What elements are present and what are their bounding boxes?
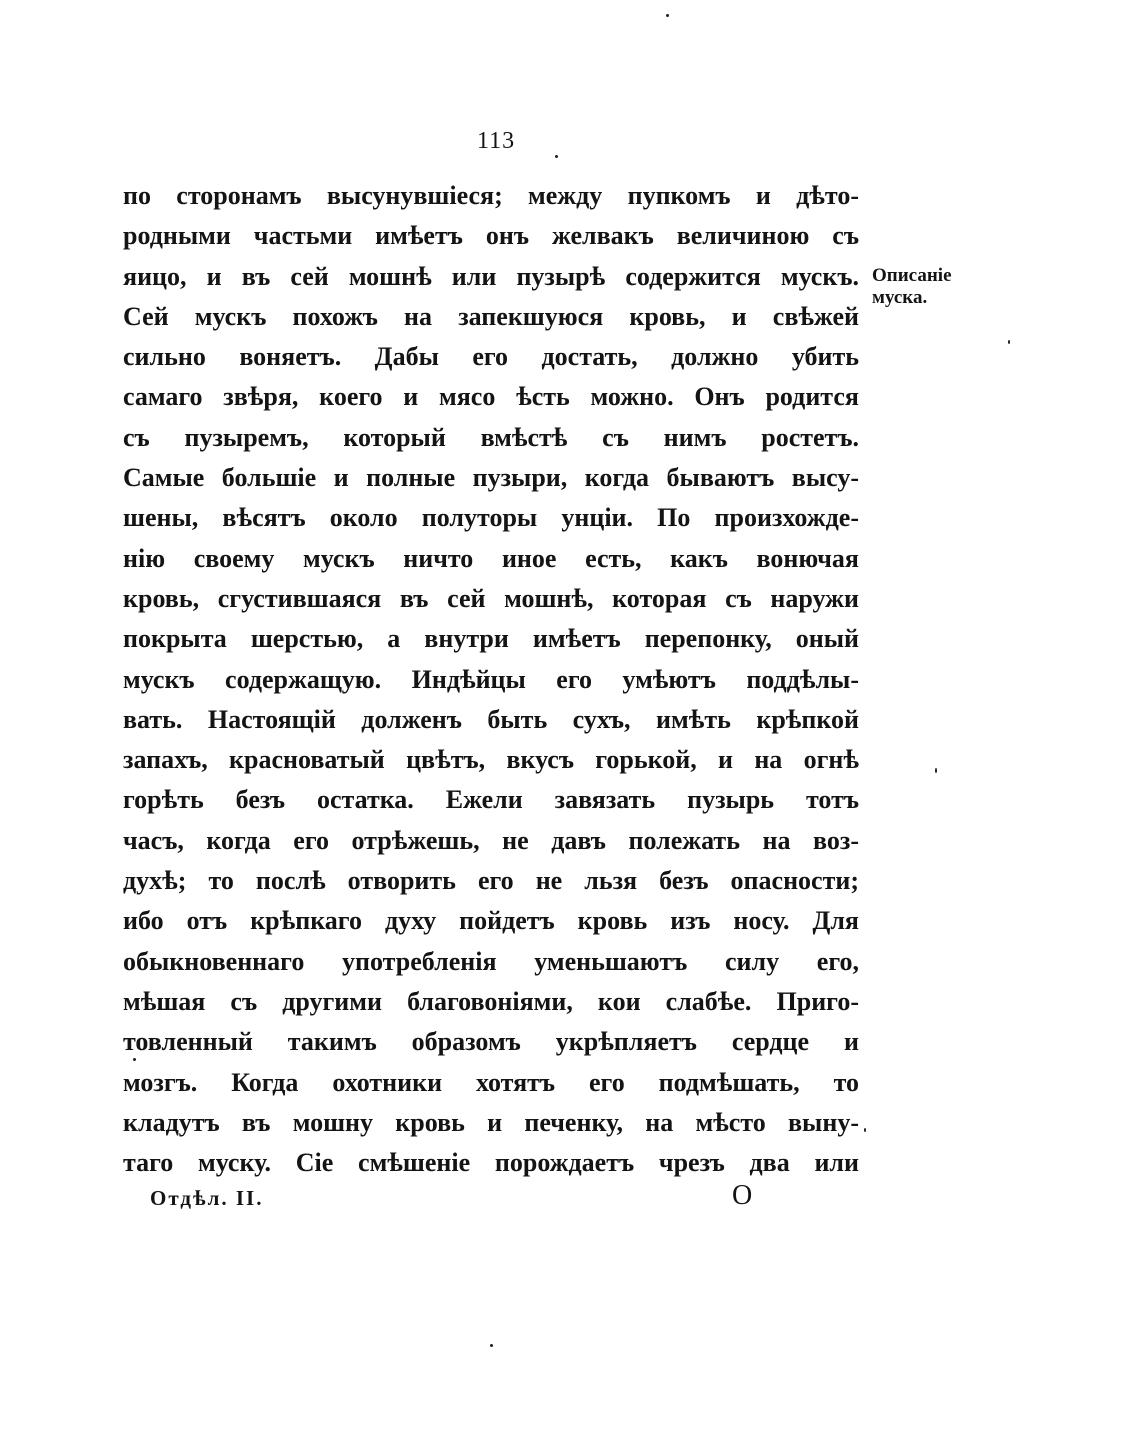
text-line: Сей мускъ похожъ на запекшуюся кровь, и свѣжей [123, 301, 859, 331]
text-line: Самые большіе и полные пузыри, когда бываютъ высу- [123, 463, 859, 493]
text-line: съ пузыремъ, который вмѣстѣ съ нимъ ростетъ. [123, 422, 859, 452]
signature-mark: О [732, 1180, 753, 1211]
margin-note [872, 265, 952, 309]
scan-speck [935, 768, 937, 773]
text-line: товленный такимъ образомъ укрѣпляетъ сердце и [123, 1027, 859, 1057]
scan-speck [490, 1344, 493, 1347]
text-line: вать. Настоящій долженъ быть сухъ, имѣть крѣпкой [123, 704, 859, 734]
text-line: запахъ, красноватый цвѣтъ, вкусъ горькой, и на огнѣ [123, 745, 859, 775]
text-line: ибо отъ крѣпкаго духу пойдетъ кровь изъ носу. Для [123, 906, 859, 936]
text-line: шены, вѣсятъ около полуторы унціи. По произхожде- [123, 503, 859, 533]
margin-note-line: муска. [872, 287, 928, 308]
scan-speck [133, 1058, 136, 1061]
text-line: сильно воняетъ. Дабы его достать, должно убить [123, 342, 859, 372]
text-line: часъ, когда его отрѣжешь, не давъ полежать на воз- [123, 825, 859, 855]
scan-speck [864, 1128, 866, 1132]
text-line: яицо, и въ сей мошнѣ или пузырѣ содержится мускъ. [123, 261, 859, 291]
text-line: духѣ; то послѣ отворить его не льзя безъ опасности; [123, 866, 859, 896]
text-line: родными частьми имѣетъ онъ желвакъ величиною съ [123, 221, 859, 251]
text-line: горѣть безъ остатка. Ежели завязать пузырь тотъ [123, 785, 859, 815]
footer-section-label: Отдѣл. II. [150, 1186, 264, 1210]
text-line: по сторонамъ высунувшіеся; между пупкомъ и дѣто- [123, 181, 859, 210]
text-line: покрыта шерстью, а внутри имѣетъ перепонку, оный [123, 624, 859, 654]
scan-speck [666, 14, 669, 17]
text-line: кровь, сгустившаяся въ сей мошнѣ, которая съ наружи [123, 583, 859, 613]
page-number: 113 [477, 128, 516, 154]
scan-speck [1008, 340, 1010, 344]
text-line: мѣшая съ другими благовоніями, кои слабѣе. Приго- [123, 986, 859, 1016]
margin-note-line: Описаніе [872, 265, 952, 286]
text-line: мозгъ. Когда охотники хотятъ его подмѣшать, то [123, 1067, 859, 1097]
text-line: мускъ содержащую. Индѣйцы его умѣютъ поддѣлы- [123, 664, 859, 694]
text-line: таго муску. Сіе смѣшеніе порождаетъ чрезъ два или [123, 1148, 859, 1178]
text-line: нію своему мускъ ничто иное есть, какъ вонючая [123, 543, 859, 573]
body-text [123, 176, 859, 1183]
scan-speck [555, 155, 558, 158]
text-line: обыкновеннаго употребленія уменьшаютъ силу его, [123, 946, 859, 976]
text-line: самаго звѣря, коего и мясо ѣсть можно. Онъ родится [123, 382, 859, 412]
text-line: кладутъ въ мошну кровь и печенку, на мѣсто выну- [123, 1107, 859, 1137]
